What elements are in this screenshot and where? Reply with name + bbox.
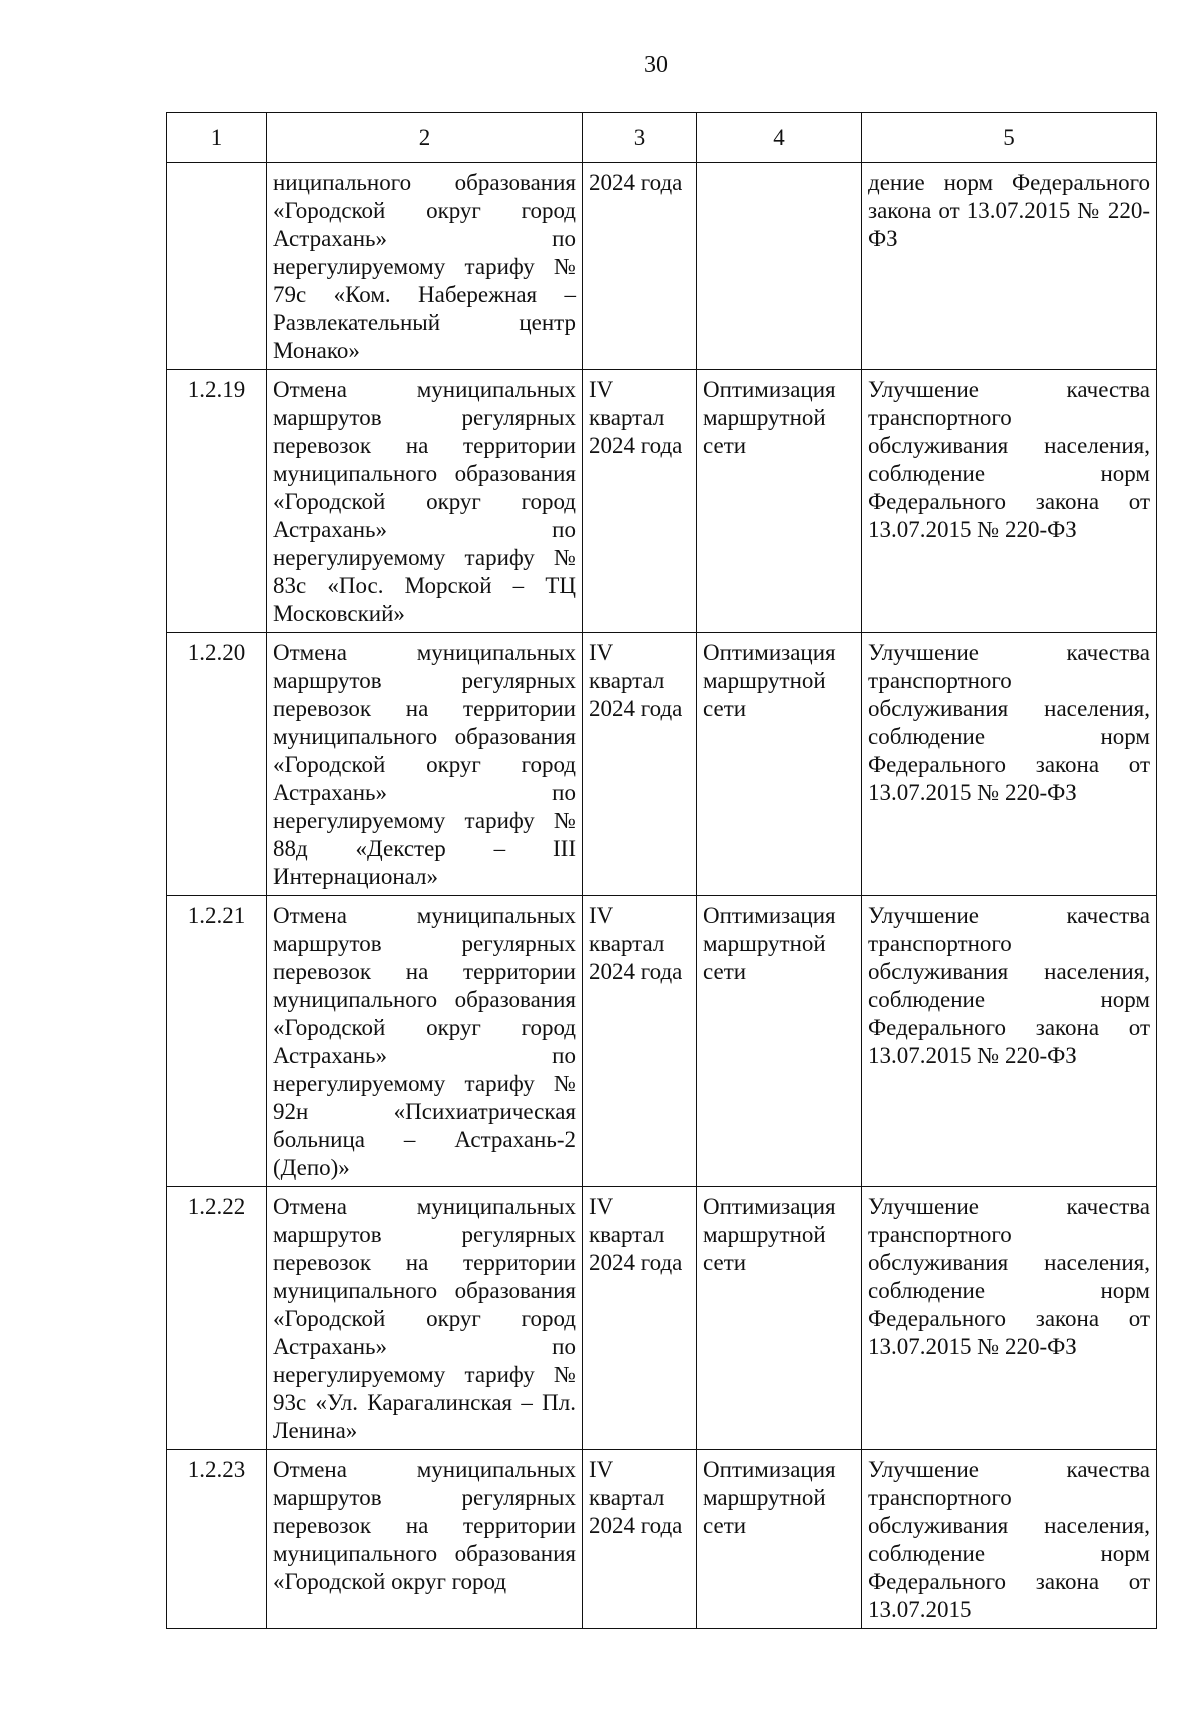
table-row bbox=[167, 896, 1157, 1187]
row-number: 1.2.20 bbox=[167, 633, 267, 896]
measure-goal: Оптимизация маршрутной сети bbox=[697, 370, 862, 633]
table-row bbox=[167, 1450, 1157, 1629]
measure-goal bbox=[697, 163, 862, 370]
measure-goal: Оптимизация маршрутной сети bbox=[697, 633, 862, 896]
page-number: 30 bbox=[644, 52, 668, 78]
measure-result: Улучшение качества транспортного обслуживания населения, соблюдение норм Федерального закона от 13.07.2015 № 220-ФЗ bbox=[862, 896, 1157, 1187]
measure-result: дение норм Федерального закона от 13.07.2015 № 220-ФЗ bbox=[862, 163, 1157, 370]
measure-text: Отмена муниципальных маршрутов регулярных перевозок на территории муниципального образования «Городской округ город Астрахань» по нерегулируемому тарифу № 93с «Ул. Карагалинская – Пл. Ленина» bbox=[267, 1187, 583, 1450]
table-row bbox=[167, 163, 1157, 370]
header-cell-1: 1 bbox=[167, 113, 267, 163]
measure-text: Отмена муниципальных маршрутов регулярных перевозок на территории муниципального образования «Городской округ город Астрахань» по нерегулируемому тарифу № 92н «Психиатрическая больница – Астрахань-2 (Депо)» bbox=[267, 896, 583, 1187]
measure-text: Отмена муниципальных маршрутов регулярных перевозок на территории муниципального образования «Городской округ город Астрахань» по нерегулируемому тарифу № 88д «Декстер – III Интернационал» bbox=[267, 633, 583, 896]
measure-text: Отмена муниципальных маршрутов регулярных перевозок на территории муниципального образования «Городской округ город bbox=[267, 1450, 583, 1629]
measures-table bbox=[166, 112, 1157, 1629]
measure-text: Отмена муниципальных маршрутов регулярных перевозок на территории муниципального образования «Городской округ город Астрахань» по нерегулируемому тарифу № 83с «Пос. Морской – ТЦ Московский» bbox=[267, 370, 583, 633]
measure-result: Улучшение качества транспортного обслуживания населения, соблюдение норм Федерального закона от 13.07.2015 № 220-ФЗ bbox=[862, 633, 1157, 896]
measure-goal: Оптимизация маршрутной сети bbox=[697, 1187, 862, 1450]
measure-term: IV квартал 2024 года bbox=[583, 633, 697, 896]
header-cell-5: 5 bbox=[862, 113, 1157, 163]
measure-text: ниципального образования «Городской округ город Астрахань» по нерегулируемому тарифу № 79с «Ком. Набережная – Развлекательный центр Монако» bbox=[267, 163, 583, 370]
row-number: 1.2.19 bbox=[167, 370, 267, 633]
measure-term: IV квартал 2024 года bbox=[583, 1187, 697, 1450]
header-cell-4: 4 bbox=[697, 113, 862, 163]
table-row bbox=[167, 1187, 1157, 1450]
measure-result: Улучшение качества транспортного обслуживания населения, соблюдение норм Федерального закона от 13.07.2015 № 220-ФЗ bbox=[862, 370, 1157, 633]
row-number: 1.2.23 bbox=[167, 1450, 267, 1629]
row-number: 1.2.22 bbox=[167, 1187, 267, 1450]
table-header-row bbox=[167, 113, 1157, 163]
measure-goal: Оптимизация маршрутной сети bbox=[697, 1450, 862, 1629]
table-row bbox=[167, 370, 1157, 633]
measure-result: Улучшение качества транспортного обслуживания населения, соблюдение норм Федерального закона от 13.07.2015 bbox=[862, 1450, 1157, 1629]
header-cell-2: 2 bbox=[267, 113, 583, 163]
measure-term: IV квартал 2024 года bbox=[583, 896, 697, 1187]
measure-goal: Оптимизация маршрутной сети bbox=[697, 896, 862, 1187]
measure-term: IV квартал 2024 года bbox=[583, 1450, 697, 1629]
table-row bbox=[167, 633, 1157, 896]
measure-result: Улучшение качества транспортного обслуживания населения, соблюдение норм Федерального закона от 13.07.2015 № 220-ФЗ bbox=[862, 1187, 1157, 1450]
row-number: 1.2.21 bbox=[167, 896, 267, 1187]
row-number bbox=[167, 163, 267, 370]
header-cell-3: 3 bbox=[583, 113, 697, 163]
measure-term: 2024 года bbox=[583, 163, 697, 370]
measure-term: IV квартал 2024 года bbox=[583, 370, 697, 633]
